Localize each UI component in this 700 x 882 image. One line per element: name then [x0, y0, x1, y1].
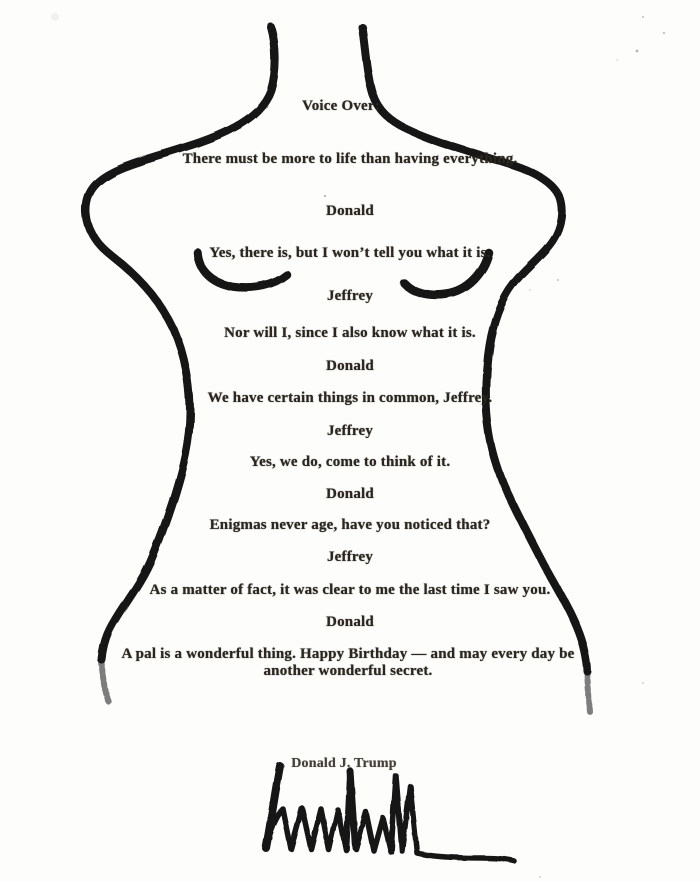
- dialogue-line: Enigmas never age, have you noticed that?: [209, 517, 491, 533]
- typed-signature-name: Donald J. Trump: [291, 756, 397, 771]
- speaker-name: Donald: [326, 486, 374, 502]
- dialogue-line: Nor will I, since I also know what it is.: [224, 325, 476, 341]
- scan-noise-speck: [324, 195, 326, 197]
- speaker-name: Donald: [326, 358, 374, 374]
- voiceover-heading: Voice Over:: [302, 98, 380, 114]
- donald-trump-signature: [266, 766, 514, 861]
- scan-noise-speck: [539, 876, 541, 878]
- speaker-name: Jeffrey: [326, 423, 374, 439]
- torso-outline-right: [362, 27, 587, 671]
- dialogue-line: A pal is a wonderful thing. Happy Birthday — and may every day be another wonderful secret.: [121, 646, 575, 679]
- scan-noise-speck: [642, 16, 644, 18]
- speaker-name: Jeffrey: [326, 288, 374, 304]
- scan-noise-speck: [642, 682, 644, 684]
- signature-initial-stroke: [266, 766, 280, 848]
- dialogue-line: As a matter of fact, it was clear to me the last time I saw you.: [149, 582, 551, 598]
- scan-noise-speck: [636, 50, 639, 53]
- dialogue-line: There must be more to life than having everything.: [182, 151, 518, 167]
- speaker-name: Jeffrey: [326, 549, 374, 565]
- signature-stroke: [266, 766, 514, 861]
- dialogue-line: Yes, we do, come to think of it.: [249, 454, 451, 470]
- dialogue-line: Yes, there is, but I won’t tell you what it is.: [209, 245, 491, 261]
- scan-noise-speck: [616, 59, 618, 61]
- scan-noise: [51, 13, 665, 878]
- dialogue-line: We have certain things in common, Jeffrey.: [207, 390, 493, 406]
- scan-noise-speck: [51, 13, 59, 21]
- speaker-name: Donald: [326, 614, 374, 630]
- scan-noise-speck: [663, 32, 665, 34]
- speaker-name: Donald: [326, 203, 374, 219]
- signature-tall-stroke: [350, 771, 355, 847]
- scan-noise-speck: [557, 279, 559, 281]
